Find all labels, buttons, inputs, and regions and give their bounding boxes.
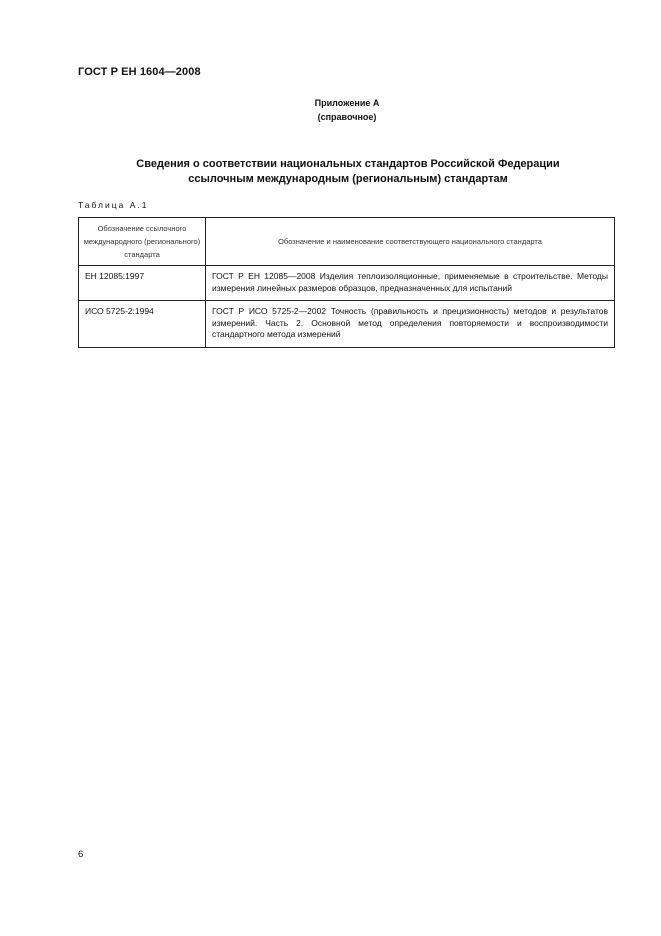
table-row <box>79 266 615 301</box>
document-code: ГОСТ Р ЕН 1604—2008 <box>78 66 201 78</box>
section-heading <box>78 157 618 187</box>
correspondence-table <box>78 217 615 348</box>
cell-national-standard: ГОСТ Р ИСО 5725-2—2002 Точность (правильность и прецизионность) методов и результатов измерений. Часть 2. Основной метод определения повторяемости и воспроизводимости стандартного метода измерений <box>206 301 615 348</box>
table-header-row <box>79 218 615 266</box>
annex-block <box>0 96 661 124</box>
page-number: 6 <box>78 849 84 860</box>
cell-reference-standard: ЕН 12085:1997 <box>79 266 206 301</box>
annex-status: (справочное) <box>317 112 377 122</box>
cell-reference-standard: ИСО 5725-2:1994 <box>79 301 206 348</box>
heading-line-1: Сведения о соответствии национальных стандартов Российской Федерации <box>136 158 560 170</box>
annex-title: Приложение А <box>314 98 380 108</box>
cell-national-standard: ГОСТ Р ЕН 12085—2008 Изделия теплоизоляционные, применяемые в строительстве. Методы измерения линейных размеров образцов, предназначенных для испытаний <box>206 266 615 301</box>
table-row <box>79 301 615 348</box>
column-header-national: Обозначение и наименование соответствующего национального стандарта <box>206 218 615 266</box>
heading-line-2: ссылочным международным (региональным) стандартам <box>188 173 508 185</box>
column-header-reference: Обозначение ссылочного международного (регионального) стандарта <box>79 218 206 266</box>
table-caption: Таблица А.1 <box>78 200 149 210</box>
